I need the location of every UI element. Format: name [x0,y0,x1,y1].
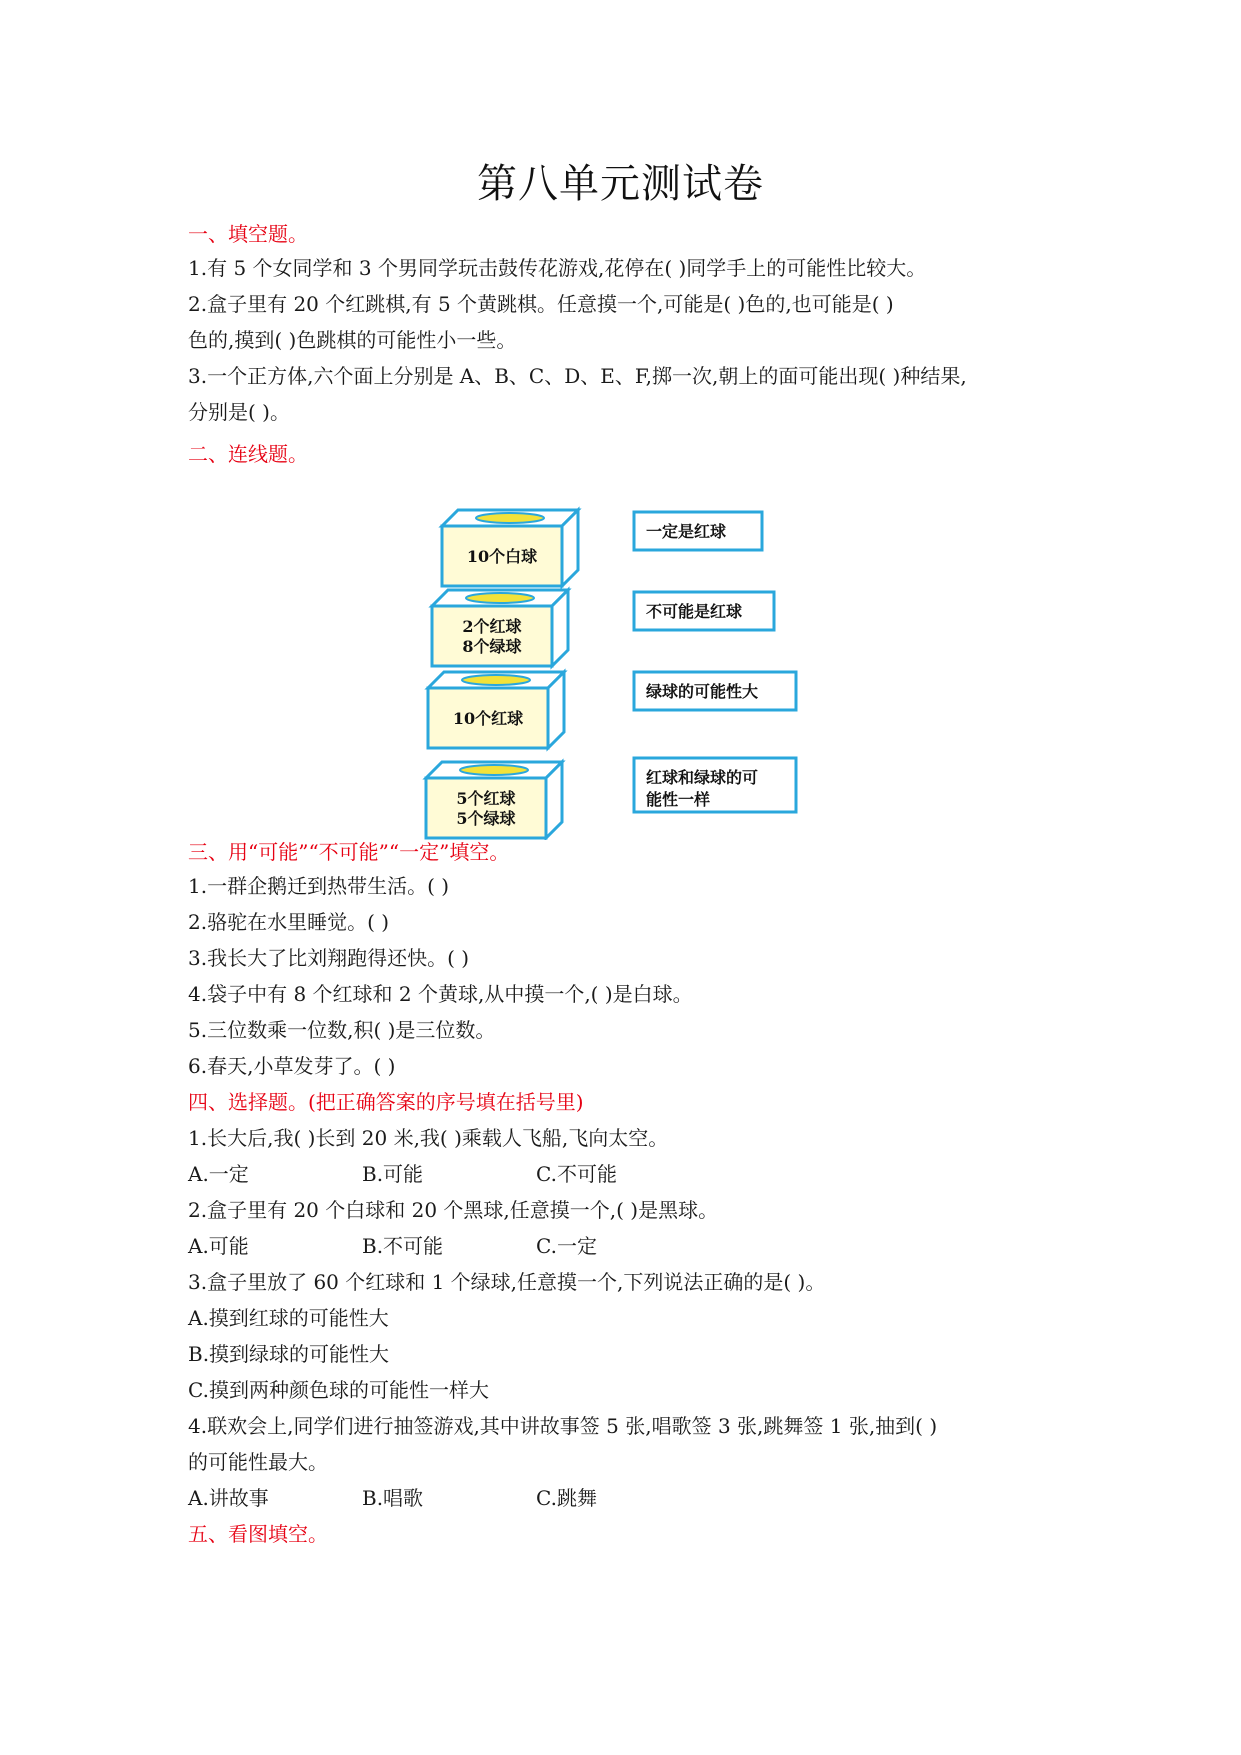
page-title: 第八单元测试卷 [477,161,764,207]
fill-question-1: 1.有 5 个女同学和 3 个男同学玩击鼓传花游戏,花停在( )同学手上的可能性比较大。 [188,256,927,280]
box-hole [462,675,530,685]
blank-question-2: 2.骆驼在水里睡觉。( ) [188,910,390,934]
answer-label: 不可能是红球 [646,602,743,621]
choice-4-option-a: A.讲故事 [188,1486,269,1510]
choice-1-option-c: C.不可能 [536,1162,617,1186]
answer-label: 红球和绿球的可 [646,768,759,787]
fill-question-2-line-2: 色的,摸到( )色跳棋的可能性小一些。 [188,328,517,352]
choice-4-option-b: B.唱歌 [362,1486,424,1510]
fill-question-2-line-1: 2.盒子里有 20 个红跳棋,有 5 个黄跳棋。任意摸一个,可能是( )色的,也可能是( ) [188,292,894,316]
blank-question-5: 5.三位数乘一位数,积( )是三位数。 [188,1018,496,1042]
ball-box-4 [426,762,562,838]
ball-box-3 [428,672,564,748]
section-2-heading: 二、连线题。 [188,442,308,466]
blank-question-6: 6.春天,小草发芽了。( ) [188,1054,396,1078]
choice-1-option-b: B.可能 [362,1162,424,1186]
answer-card-2 [634,592,774,630]
box-label: 5个绿球 [456,809,516,828]
answer-card-3 [634,672,796,710]
choice-question-4-line-2: 的可能性最大。 [188,1450,328,1474]
fill-question-3-line-2: 分别是( )。 [188,400,290,424]
choice-2-option-b: B.不可能 [362,1234,444,1258]
box-label: 10个红球 [452,709,524,728]
answer-card-1 [634,512,762,550]
box-hole [460,765,528,775]
choice-2-option-c: C.一定 [536,1234,597,1258]
choice-question-3: 3.盒子里放了 60 个红球和 1 个绿球,任意摸一个,下列说法正确的是( )。 [188,1270,826,1294]
blank-question-1: 1.一群企鹅迁到热带生活。( ) [188,874,450,898]
box-front [426,778,546,838]
choice-question-1: 1.长大后,我( )长到 20 米,我( )乘载人飞船,飞向太空。 [188,1126,669,1150]
choice-question-2: 2.盒子里有 20 个白球和 20 个黑球,任意摸一个,( )是黑球。 [188,1198,719,1222]
answer-label: 能性一样 [646,790,711,809]
box-hole [466,593,534,603]
choice-3-option-a: A.摸到红球的可能性大 [188,1306,389,1330]
ball-box-1 [442,510,578,586]
answer-group [634,512,796,812]
choice-4-option-c: C.跳舞 [536,1486,597,1510]
box-group [426,510,578,838]
answer-label: 一定是红球 [646,522,727,541]
box-label: 5个红球 [456,789,516,808]
box-label: 10个白球 [466,547,538,566]
blank-question-3: 3.我长大了比刘翔跑得还快。( ) [188,946,470,970]
section-3-heading: 三、用“可能”“不可能”“一定”填空。 [188,840,510,864]
box-front [432,606,552,666]
box-label: 2个红球 [462,617,522,636]
blank-question-4: 4.袋子中有 8 个红球和 2 个黄球,从中摸一个,( )是白球。 [188,982,693,1006]
box-label: 8个绿球 [462,637,522,656]
section-1-heading: 一、填空题。 [188,222,308,246]
choice-question-4-line-1: 4.联欢会上,同学们进行抽签游戏,其中讲故事签 5 张,唱歌签 3 张,跳舞签 1 张,抽到( ) [188,1414,938,1438]
section-4-heading: 四、选择题。(把正确答案的序号填在括号里) [188,1090,584,1114]
box-hole [476,513,544,523]
matching-diagram [420,500,840,840]
section-5-heading: 五、看图填空。 [188,1522,328,1546]
fill-question-3-line-1: 3.一个正方体,六个面上分别是 A、B、C、D、E、F,掷一次,朝上的面可能出现( )种结果, [188,364,967,388]
choice-2-option-a: A.可能 [188,1234,249,1258]
choice-1-option-a: A.一定 [188,1162,249,1186]
choice-3-option-c: C.摸到两种颜色球的可能性一样大 [188,1378,489,1402]
answer-card-4 [634,758,796,812]
ball-box-2 [432,590,568,666]
answer-label: 绿球的可能性大 [646,682,759,701]
choice-3-option-b: B.摸到绿球的可能性大 [188,1342,390,1366]
